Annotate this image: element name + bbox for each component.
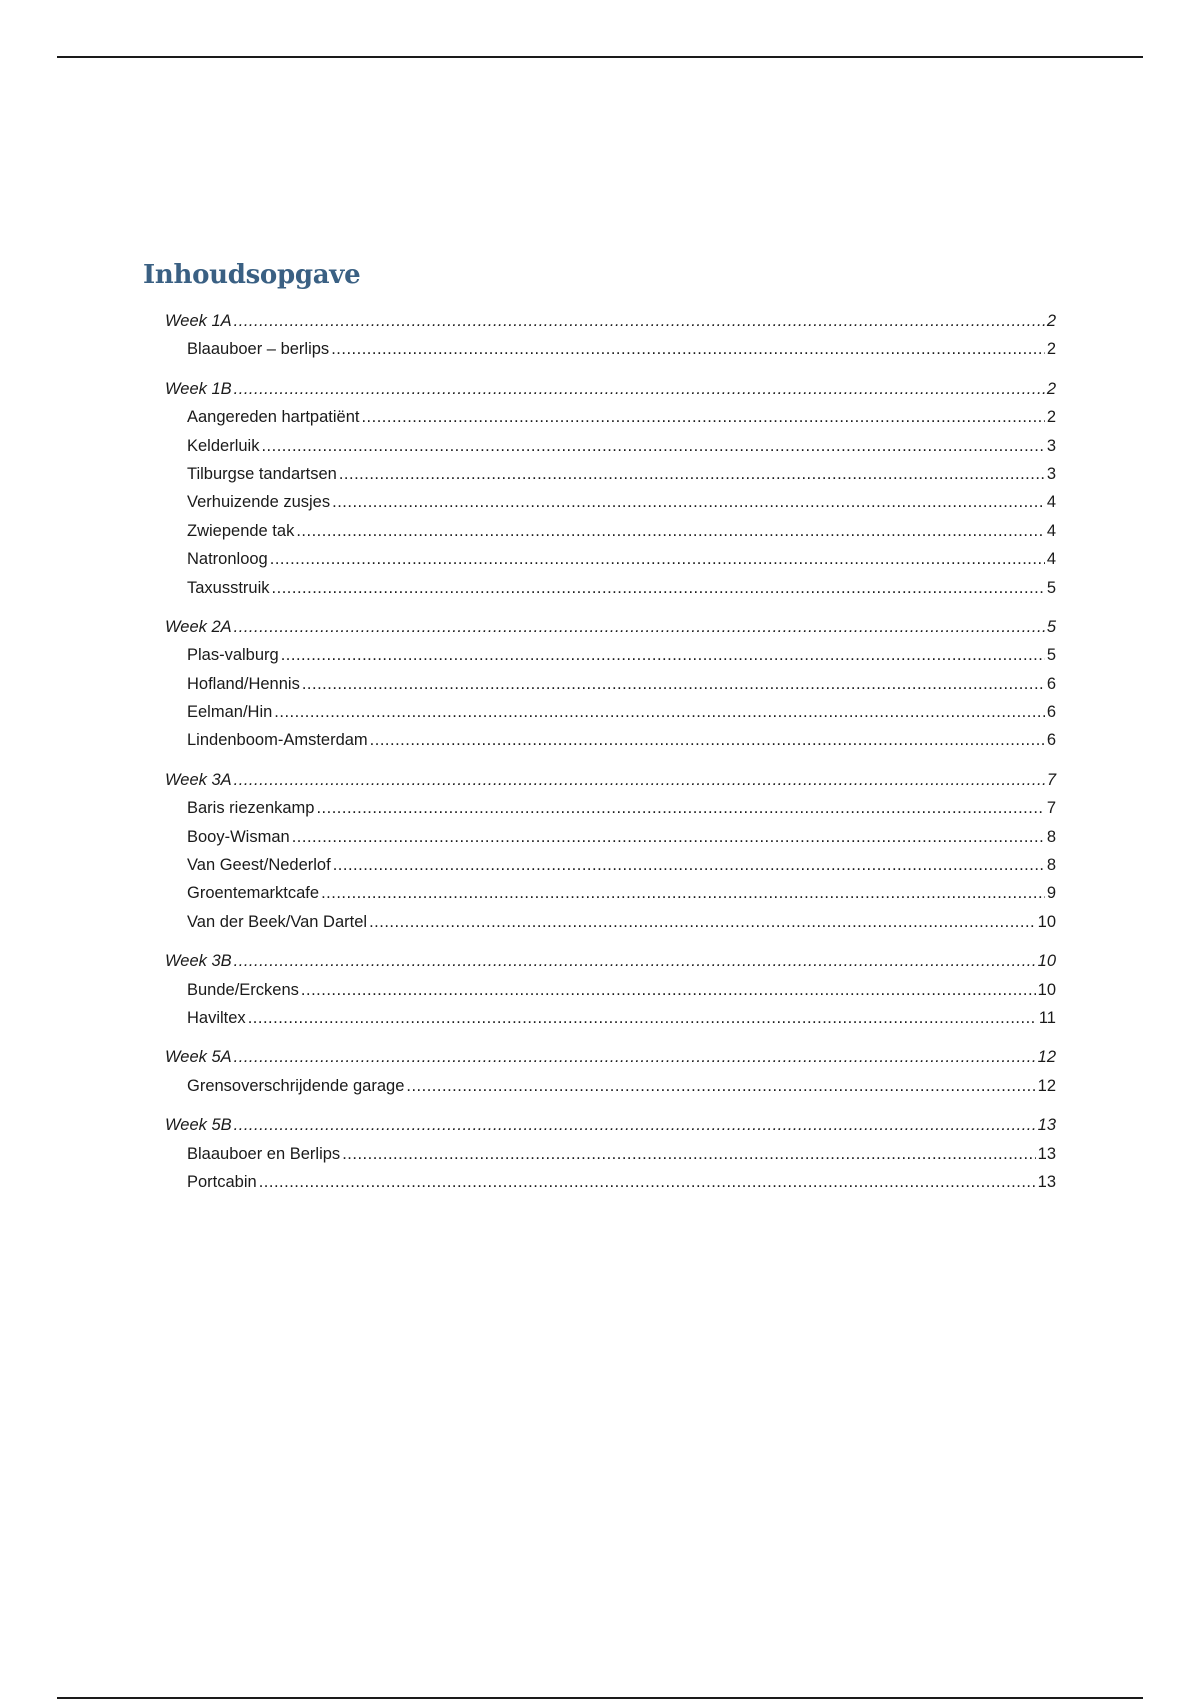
toc-sub-entry[interactable] (143, 488, 1056, 516)
toc-entry-label: Bunde/Erckens (187, 980, 299, 999)
toc-entry-label: Week 1B (165, 379, 232, 398)
dot-leader (272, 574, 1045, 602)
toc-section (143, 375, 1056, 602)
toc-entry-label: Week 3B (165, 952, 232, 971)
toc-sub-entry[interactable] (143, 432, 1056, 460)
toc-entry-label: Haviltex (187, 1008, 246, 1027)
dot-leader (234, 375, 1045, 403)
toc-entry-page-number: 7 (1046, 770, 1056, 789)
toc-body (143, 307, 1056, 1196)
toc-section (143, 613, 1056, 755)
toc-entry-page-number: 6 (1046, 731, 1056, 750)
toc-entry-page-number: 2 (1046, 408, 1056, 427)
dot-leader (261, 432, 1044, 460)
toc-week-entry[interactable] (143, 766, 1056, 794)
toc-entry-label: Eelman/Hin (187, 703, 273, 722)
toc-week-entry[interactable] (143, 947, 1056, 975)
toc-entry-label: Booy-Wisman (187, 827, 290, 846)
dot-leader (406, 1072, 1035, 1100)
dot-leader (316, 794, 1044, 822)
toc-entry-page-number: 8 (1046, 856, 1056, 875)
toc-entry-label: Taxusstruik (187, 578, 270, 597)
dot-leader (369, 908, 1036, 936)
toc-entry-page-number: 12 (1037, 1076, 1056, 1095)
toc-entry-page-number: 3 (1046, 436, 1056, 455)
toc-entry-page-number: 11 (1038, 1008, 1056, 1027)
toc-entry-label: Week 5A (165, 1048, 232, 1067)
toc-entry-page-number: 9 (1046, 884, 1056, 903)
toc-sub-entry[interactable] (143, 517, 1056, 545)
footer-rule (57, 1697, 1143, 1699)
toc-section (143, 1111, 1056, 1196)
toc-entry-label: Van Geest/Nederlof (187, 856, 331, 875)
dot-leader (296, 517, 1044, 545)
toc-entry-page-number: 10 (1037, 980, 1056, 999)
toc-entry-page-number: 2 (1046, 340, 1056, 359)
toc-entry-label: Plas-valburg (187, 646, 279, 665)
toc-entry-label: Hofland/Hennis (187, 674, 300, 693)
toc-sub-entry[interactable] (143, 545, 1056, 573)
dot-leader (302, 670, 1045, 698)
dot-leader (332, 488, 1045, 516)
toc-entry-page-number: 10 (1037, 952, 1056, 971)
toc-entry-page-number: 13 (1037, 1116, 1056, 1135)
dot-leader (361, 403, 1044, 431)
toc-sub-entry[interactable] (143, 726, 1056, 754)
toc-entry-page-number: 5 (1046, 617, 1056, 636)
toc-entry-page-number: 5 (1046, 646, 1056, 665)
toc-title: Inhoudsopgave (143, 260, 361, 290)
header-rule (57, 56, 1143, 58)
toc-entry-page-number: 2 (1046, 312, 1056, 330)
toc-entry-page-number: 4 (1046, 521, 1056, 540)
toc-entry-label: Natronloog (187, 550, 268, 569)
dot-leader (234, 947, 1036, 975)
toc-entry-page-number: 4 (1046, 493, 1056, 512)
toc-section (143, 307, 1056, 364)
dot-leader (234, 307, 1045, 335)
dot-leader (331, 335, 1045, 363)
toc-entry-label: Lindenboom-Amsterdam (187, 731, 368, 750)
toc-entry-page-number: 13 (1037, 1144, 1056, 1163)
dot-leader (234, 1111, 1036, 1139)
toc-sub-entry[interactable] (143, 698, 1056, 726)
dot-leader (342, 1140, 1035, 1168)
toc-entry-label: Groentemarktcafe (187, 884, 320, 903)
toc-sub-entry[interactable] (143, 1140, 1056, 1168)
toc-entry-page-number: 8 (1046, 827, 1056, 846)
toc-entry-label: Van der Beek/Van Dartel (187, 912, 368, 931)
toc-entry-label: Verhuizende zusjes (187, 493, 331, 512)
dot-leader (234, 1043, 1036, 1071)
toc-week-entry[interactable] (143, 375, 1056, 403)
toc-entry-page-number: 6 (1046, 703, 1056, 722)
toc-entry-page-number: 4 (1046, 550, 1056, 569)
toc-sub-entry[interactable] (143, 879, 1056, 907)
toc-entry-page-number: 12 (1037, 1048, 1056, 1067)
toc-entry-label: Aangereden hartpatiënt (187, 408, 360, 427)
toc-entry-label: Tilburgse tandartsen (187, 464, 337, 483)
toc-section (143, 947, 1056, 1032)
toc-entry-label: Week 1A (165, 312, 232, 330)
toc-sub-entry[interactable] (143, 851, 1056, 879)
dot-leader (259, 1168, 1036, 1196)
toc-sub-entry[interactable] (143, 1072, 1056, 1100)
toc-entry-page-number: 2 (1046, 379, 1056, 398)
toc-week-entry[interactable] (143, 307, 1056, 335)
toc-sub-entry[interactable] (143, 574, 1056, 602)
dot-leader (339, 460, 1045, 488)
toc-sub-entry[interactable] (143, 403, 1056, 431)
dot-leader (281, 641, 1045, 669)
toc-week-entry[interactable] (143, 1111, 1056, 1139)
dot-leader (270, 545, 1045, 573)
table-of-contents (143, 257, 1056, 1207)
toc-entry-label: Week 5B (165, 1116, 232, 1135)
toc-entry-label: Week 3A (165, 770, 232, 789)
toc-entry-label: Zwiepende tak (187, 521, 295, 540)
dot-leader (333, 851, 1045, 879)
toc-entry-label: Baris riezenkamp (187, 799, 315, 818)
toc-entry-page-number: 10 (1037, 912, 1056, 931)
dot-leader (321, 879, 1045, 907)
toc-entry-label: Week 2A (165, 617, 232, 636)
dot-leader (234, 613, 1045, 641)
toc-entry-page-number: 13 (1037, 1172, 1056, 1191)
toc-week-entry[interactable] (143, 1043, 1056, 1071)
toc-sub-entry[interactable] (143, 670, 1056, 698)
toc-entry-page-number: 7 (1046, 799, 1056, 818)
toc-sub-entry[interactable] (143, 460, 1056, 488)
toc-sub-entry[interactable] (143, 908, 1056, 936)
toc-sub-entry[interactable] (143, 335, 1056, 363)
toc-section (143, 1043, 1056, 1100)
toc-week-entry[interactable] (143, 613, 1056, 641)
toc-entry-label: Portcabin (187, 1172, 257, 1191)
toc-sub-entry[interactable] (143, 1168, 1056, 1196)
toc-entry-label: Blaauboer – berlips (187, 340, 330, 359)
toc-entry-label: Kelderluik (187, 436, 260, 455)
toc-sub-entry[interactable] (143, 823, 1056, 851)
dot-leader (248, 1004, 1037, 1032)
toc-entry-label: Blaauboer en Berlips (187, 1144, 341, 1163)
toc-sub-entry[interactable] (143, 794, 1056, 822)
toc-entry-page-number: 3 (1046, 464, 1056, 483)
toc-section (143, 766, 1056, 936)
dot-leader (274, 698, 1045, 726)
toc-entry-page-number: 6 (1046, 674, 1056, 693)
toc-entry-label: Grensoverschrijdende garage (187, 1076, 405, 1095)
toc-sub-entry[interactable] (143, 976, 1056, 1004)
dot-leader (301, 976, 1036, 1004)
dot-leader (292, 823, 1045, 851)
toc-sub-entry[interactable] (143, 641, 1056, 669)
toc-sub-entry[interactable] (143, 1004, 1056, 1032)
dot-leader (234, 766, 1045, 794)
toc-entry-page-number: 5 (1046, 578, 1056, 597)
dot-leader (370, 726, 1045, 754)
